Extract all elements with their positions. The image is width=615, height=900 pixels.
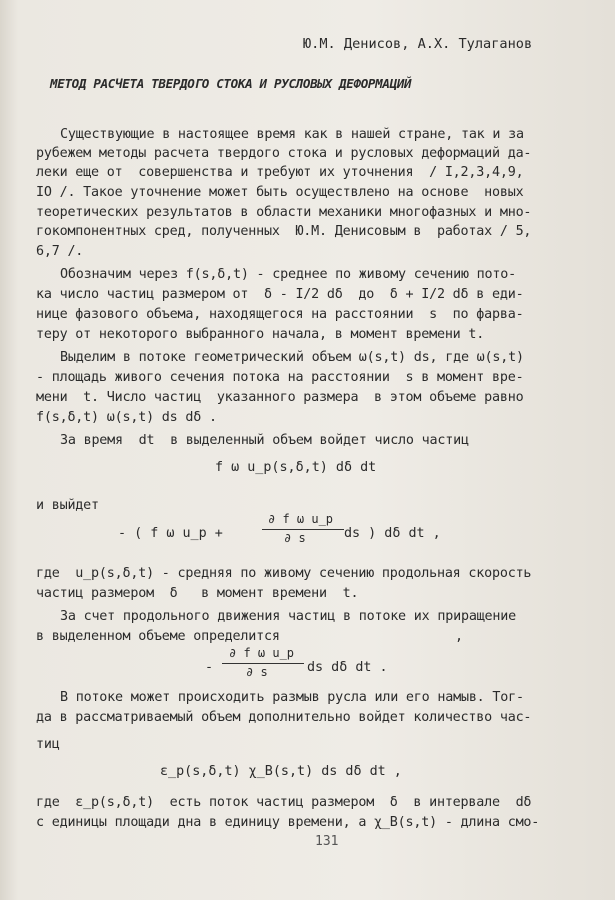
text-line: и выйдет [36,498,99,513]
text-line: IO /. Такое уточнение может быть осуществлено на основе новых [36,185,524,200]
formula-outflow-denominator: ∂ s [284,531,306,545]
text-line: с единицы площади дна в единицу времени, а χ_B(s,t) - длина смо- [36,815,540,830]
text-line: частиц размером δ в момент времени t. [36,586,359,601]
formula-increment-minus: - [205,660,214,675]
text-line: За счет продольного движения частиц в потоке их приращение [60,609,516,624]
text-line: теоретических результатов в области механики многофазных и мно- [36,205,532,220]
text-line: мени t. Число частиц указанного размера в этом объеме равно [36,390,524,405]
text-line: леки еще от совершенства и требуют их уточнения / I,2,3,4,9, [36,165,524,180]
text-line: В потоке может происходить размыв русла или его намыв. Тог- [60,690,524,705]
text-line: 6,7 /. [36,244,84,259]
text-line: - площадь живого сечения потока на расстоянии s в момент вре- [36,370,524,385]
formula-increment-right: ds dδ dt . [307,660,388,675]
text-line: нице фазового объема, находящегося на расстоянии s по фарва- [36,307,524,322]
stray-comma: , [455,629,463,644]
formula-outflow-left: - ( f ω u_p + [118,526,223,541]
formula-increment-denominator: ∂ s [246,665,268,679]
text-line: Обозначим через f(s,δ,t) - среднее по живому сечению пото- [60,267,516,282]
formula-inflow: f ω u_p(s,δ,t) dδ dt [215,460,377,475]
text-line: где ε_p(s,δ,t) есть поток частиц размером δ в интервале dδ [36,795,532,810]
text-line: Выделим в потоке геометрический объем ω(s,t) ds, где ω(s,t) [60,350,524,365]
fraction-bar [222,663,304,664]
formula-erosion: ε_p(s,δ,t) χ_B(s,t) ds dδ dt , [160,764,402,779]
text-line: гокомпонентных сред, полученных Ю.М. Денисовым в работах / 5, [36,224,532,239]
text-line: ка число частиц размером от δ - I/2 dδ до δ + I/2 dδ в еди- [36,287,524,302]
text-line: рубежем методы расчета твердого стока и русловых деформаций да- [36,146,532,161]
page-number: 131 [315,834,339,849]
formula-outflow-right: ds ) dδ dt , [344,526,441,541]
text-line: За время dt в выделенный объем войдет число частиц [60,433,469,448]
text-line: в выделенном объеме определится [36,629,280,644]
text-line: да в рассматриваемый объем дополнительно войдет количество час- [36,710,532,725]
text-line: Существующие в настоящее время как в нашей стране, так и за [60,127,524,142]
text-line: тиц [36,737,60,752]
text-line: теру от некоторого выбранного начала, в момент времени t. [36,327,485,342]
article-title: МЕТОД РАСЧЕТА ТВЕРДОГО СТОКА И РУСЛОВЫХ ДЕФОРМАЦИЙ [50,76,412,91]
fraction-bar [262,529,344,530]
authors: Ю.М. Денисов, А.Х. Тулаганов [303,36,533,52]
formula-increment-numerator: ∂ f ω u_p [229,646,295,660]
formula-outflow-numerator: ∂ f ω u_p [268,512,334,526]
text-line: где u_p(s,δ,t) - средняя по живому сечению продольная скорость [36,566,532,581]
text-line: f(s,δ,t) ω(s,t) ds dδ . [36,410,217,425]
